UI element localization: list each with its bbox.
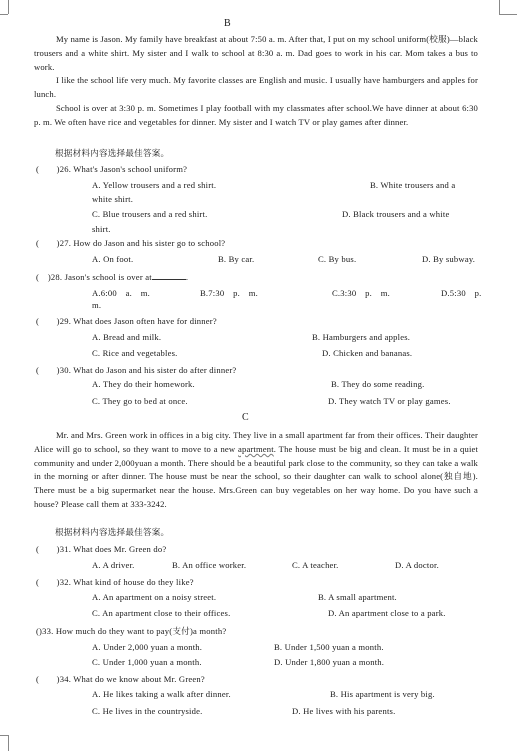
q32-option-d[interactable]: D. An apartment close to a park.	[328, 608, 446, 618]
crop-mark-top-left-v	[8, 0, 9, 14]
underlined-word-apartment: apartment	[238, 443, 274, 454]
q28-answer-blank[interactable]	[152, 270, 186, 280]
q32-option-c[interactable]: C. An apartment close to their offices.	[92, 608, 231, 618]
section-b-instruction: 根据材料内容选择最佳答案。	[55, 148, 170, 158]
q29-option-d[interactable]: D. Chicken and bananas.	[322, 348, 413, 358]
question-30-stem: ( )30. What do Jason and his sister do after dinner?	[36, 365, 237, 375]
section-b-paragraph-3: School is over at 3:30 p. m. Sometimes I play football with my classmates after school.We have dinner at about 6:30 p. m. We often have rice and vegetables for dinner. My sister and I watch TV or play games after dinner.	[34, 103, 478, 127]
q27-option-b[interactable]: B. By car.	[218, 254, 255, 264]
q31-option-d[interactable]: D. A doctor.	[395, 560, 439, 570]
question-33-stem: ()33. How much do they want to pay(支付)a month?	[36, 626, 227, 636]
q26-option-b[interactable]: B. White trousers and a	[370, 180, 456, 190]
crop-mark-top-right-v	[499, 0, 500, 14]
question-29-stem: ( )29. What does Jason often have for dinner?	[36, 316, 217, 326]
q26-option-d-cont: shirt.	[92, 224, 111, 234]
crop-mark-top-left	[0, 14, 8, 15]
section-c-instruction: 根据材料内容选择最佳答案。	[55, 527, 170, 537]
q32-option-b[interactable]: B. A small apartment.	[318, 592, 397, 602]
question-26-stem: ( )26. What's Jason's school uniform?	[36, 164, 188, 174]
q27-option-a[interactable]: A. On foot.	[92, 254, 134, 264]
q31-option-a[interactable]: A. A driver.	[92, 560, 135, 570]
q34-option-b[interactable]: B. His apartment is very big.	[330, 689, 435, 699]
q33-option-b[interactable]: B. Under 1,500 yuan a month.	[274, 642, 384, 652]
q34-option-a[interactable]: A. He likes taking a walk after dinner.	[92, 689, 231, 699]
q29-option-c[interactable]: C. Rice and vegetables.	[92, 348, 178, 358]
crop-mark-top-right	[499, 14, 517, 15]
section-c-letter: C	[242, 412, 249, 423]
q33-option-d[interactable]: D. Under 1,800 yuan a month.	[274, 657, 385, 667]
q28-option-b[interactable]: B.7:30 p. m.	[200, 288, 259, 298]
section-b-paragraph-2: I like the school life very much. My favorite classes are English and music. I usually have hamburgers and apples for lunch.	[34, 75, 478, 99]
q29-option-b[interactable]: B. Hamburgers and apples.	[312, 332, 411, 342]
section-c-paragraph-1: Mr. and Mrs. Green work in offices in a big city. They live in a small apartment far from their offices. Their daughter Alice will go to school, so they want to move to a new apartment. The house must be big and clean. It must be in a quiet community and under 2,000yuan a month. There should be a beautiful park close to the community, so they can take a walk in the morning or after dinner. The house must be near the school, so their daughter can walk to school alone(独自地). There must be a big supermarket near the house. Mrs.Green can buy vegetables on her way home. Do you have such a house? Please call them at 333-3242.	[34, 430, 478, 509]
q26-option-d[interactable]: D. Black trousers and a white	[342, 209, 450, 219]
question-27-stem: ( )27. How do Jason and his sister go to school?	[36, 238, 226, 248]
crop-mark-bottom-left	[0, 735, 8, 736]
q28-option-d[interactable]: D.5:30 p.	[441, 288, 482, 298]
q27-option-d[interactable]: D. By subway.	[422, 254, 476, 264]
q32-option-a[interactable]: A. An apartment on a noisy street.	[92, 592, 217, 602]
q31-option-b[interactable]: B. An office worker.	[172, 560, 247, 570]
section-b-letter: B	[224, 18, 231, 29]
q28-option-a[interactable]: A.6:00 a. m.	[92, 288, 151, 298]
q28-option-c[interactable]: C.3:30 p. m.	[332, 288, 391, 298]
q26-option-a[interactable]: A. Yellow trousers and a red shirt.	[92, 180, 217, 190]
q33-option-a[interactable]: A. Under 2,000 yuan a month.	[92, 642, 203, 652]
q30-option-a[interactable]: A. They do their homework.	[92, 379, 195, 389]
q31-option-c[interactable]: C. A teacher.	[292, 560, 339, 570]
q30-option-c[interactable]: C. They go to bed at once.	[92, 396, 188, 406]
q27-option-c[interactable]: C. By bus.	[318, 254, 357, 264]
q34-option-c[interactable]: C. He lives in the countryside.	[92, 706, 203, 716]
question-28-stem: ( )28. Jason's school is over at .	[36, 272, 189, 282]
q34-option-d[interactable]: D. He lives with his parents.	[292, 706, 396, 716]
q33-option-c[interactable]: C. Under 1,000 yuan a month.	[92, 657, 202, 667]
q28-option-d-cont: m.	[92, 300, 102, 310]
question-34-stem: ( )34. What do we know about Mr. Green?	[36, 674, 205, 684]
q30-option-d[interactable]: D. They watch TV or play games.	[328, 396, 451, 406]
section-b-paragraph-1: My name is Jason. My family have breakfast at about 7:50 a. m. After that, I put on my school uniform(校服)—black trousers and a white shirt. My sister and I walk to school at 8:30 a. m. Dad goes to work in his car. Mom takes a bus to work.	[34, 34, 478, 72]
q26-option-b-cont: white shirt.	[92, 194, 134, 204]
q30-option-b[interactable]: B. They do some reading.	[331, 379, 425, 389]
crop-mark-bottom-left-v	[8, 735, 9, 751]
question-31-stem: ( )31. What does Mr. Green do?	[36, 544, 167, 554]
q29-option-a[interactable]: A. Bread and milk.	[92, 332, 162, 342]
question-32-stem: ( )32. What kind of house do they like?	[36, 577, 194, 587]
q26-option-c[interactable]: C. Blue trousers and a red shirt.	[92, 209, 208, 219]
